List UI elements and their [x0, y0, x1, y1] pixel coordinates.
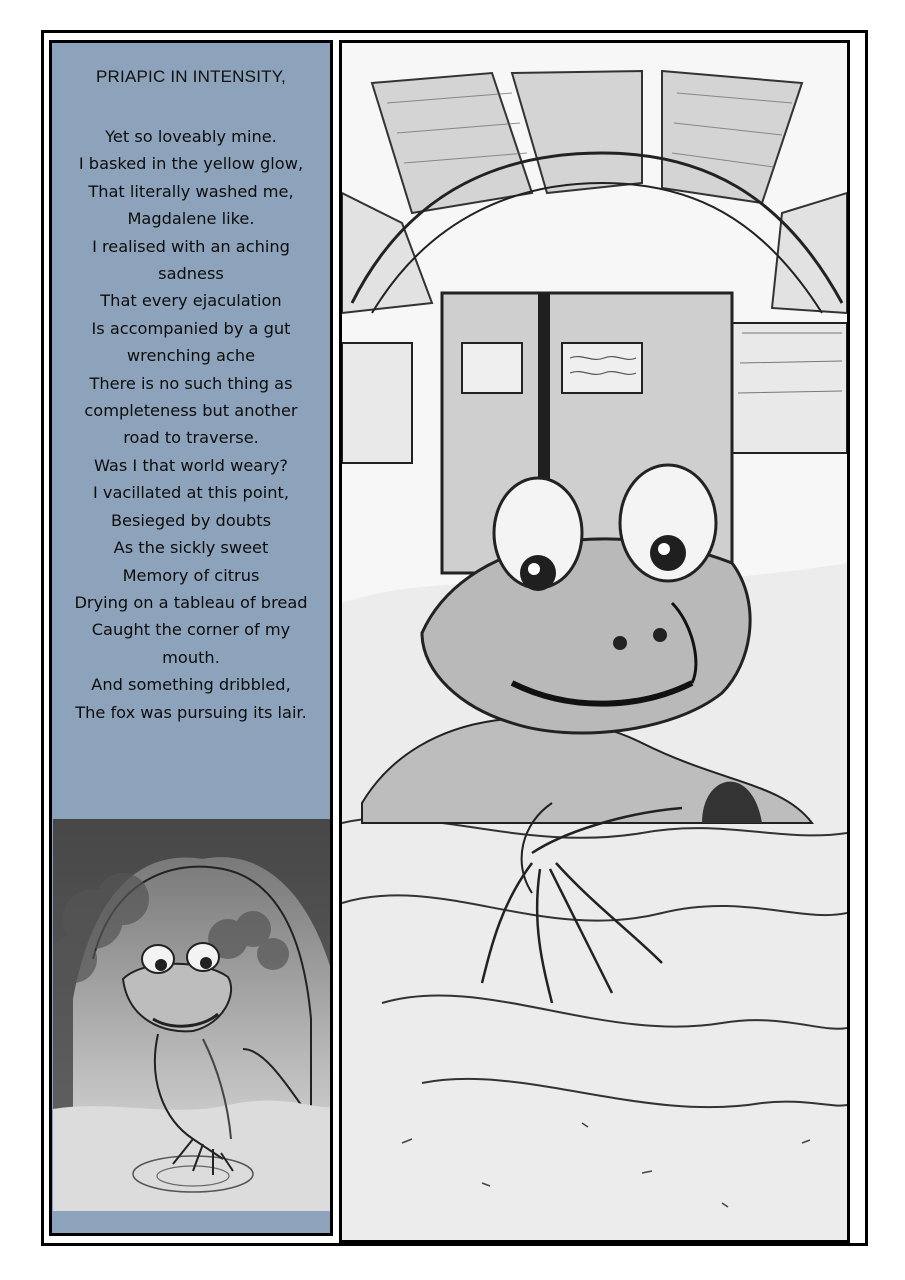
frog-forest-illustration: [53, 819, 331, 1211]
poem-title: PRIAPIC IN INTENSITY,: [96, 67, 286, 86]
poem-line: I realised with an aching: [92, 236, 290, 256]
poem-line: Caught the corner of my: [91, 620, 291, 640]
poem-line: That literally washed me,: [88, 181, 294, 201]
poem-text: [52, 123, 330, 726]
frog-train-illustration: [339, 40, 850, 1243]
poem-line: I basked in the yellow glow,: [78, 154, 304, 174]
frog-forest-sketch-icon: [53, 819, 331, 1211]
poem-line: Magdalene like.: [127, 209, 255, 229]
poem-line: The fox was pursuing its lair.: [75, 702, 307, 722]
poem-line: As the sickly sweet: [113, 538, 269, 558]
poem-line: wrenching ache: [126, 346, 256, 366]
poem-line: Besieged by doubts: [110, 510, 272, 530]
poem-line: sadness: [158, 264, 224, 284]
poem-line: And something dribbled,: [91, 675, 291, 695]
poem-line: I vacillated at this point,: [93, 483, 289, 503]
poem-line: Memory of citrus: [122, 565, 260, 585]
poem-line: That every ejaculation: [100, 291, 282, 311]
poem-panel: [49, 40, 333, 1236]
poem-line: Yet so loveably mine.: [105, 127, 277, 146]
frog-train-sketch-icon: [342, 43, 847, 1240]
poem-line: mouth.: [162, 647, 220, 667]
poem-line: Drying on a tableau of bread: [74, 592, 308, 612]
poem-line: There is no such thing as: [89, 373, 293, 393]
poem-line: completeness but another: [84, 401, 298, 421]
poem-line: road to traverse.: [123, 428, 259, 448]
poem-line: Is accompanied by a gut: [91, 318, 291, 338]
poem-line: Was I that world weary?: [93, 455, 289, 475]
